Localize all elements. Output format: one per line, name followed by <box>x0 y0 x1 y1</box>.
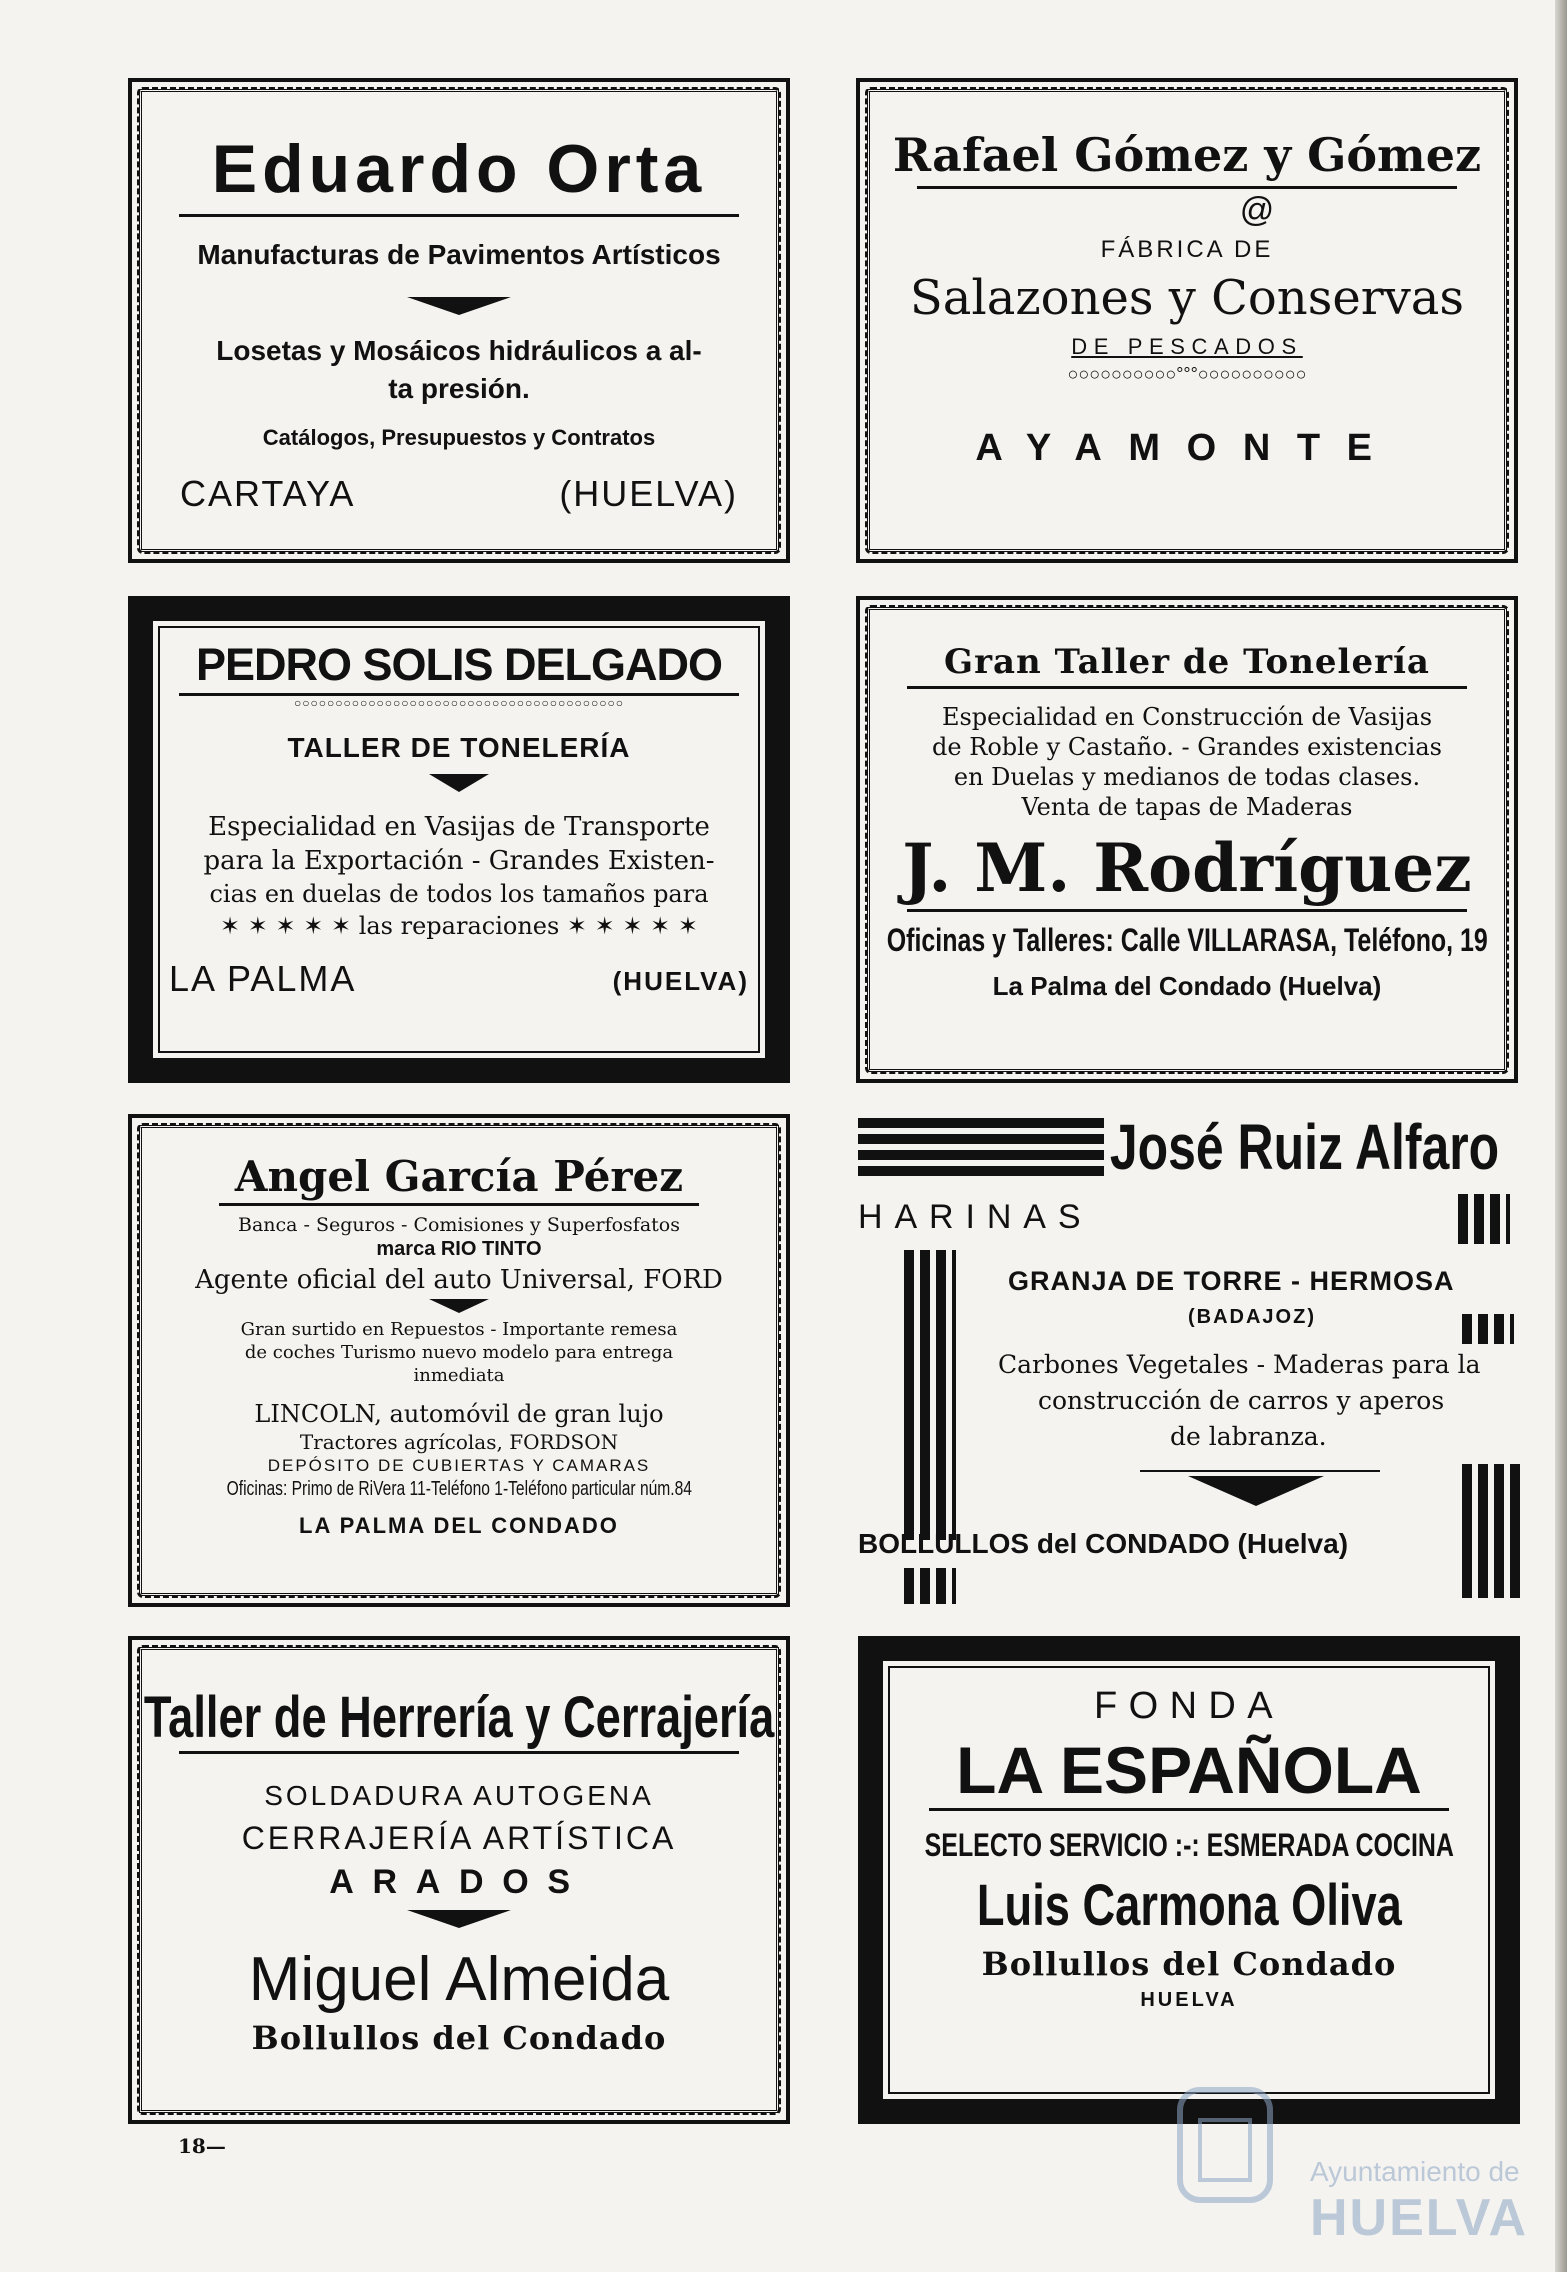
ornament <box>429 774 489 792</box>
decorative-bars <box>1462 1314 1514 1344</box>
ad-line: Oficinas y Talleres: Calle VILLARASA, Teléfono, 19 <box>886 922 1488 958</box>
ad-body: construcción de carros y aperos <box>1038 1386 1445 1415</box>
ad-body: de coches Turismo nuevo modelo para entrega <box>244 1342 674 1363</box>
ad-line: Manufacturas de Pavimentos Artísticos <box>197 239 721 270</box>
ad-body: Agente oficial del auto Universal, FORD <box>195 1265 723 1295</box>
town: BOLLULLOS del CONDADO (Huelva) <box>858 1528 1349 1559</box>
advertiser-name: Rafael Gómez y Gómez <box>892 128 1482 182</box>
ad-body: Tractores agrícolas, FORDSON <box>299 1430 619 1454</box>
watermark-logo <box>1160 2070 1529 2248</box>
advertiser-name: Luis Carmona Oliva <box>976 1873 1402 1938</box>
town: Bollullos del Condado <box>981 1945 1397 1983</box>
town: La Palma del Condado (Huelva) <box>992 971 1382 1001</box>
decorative-bars <box>904 1250 956 1540</box>
ad-body: Especialidad en Construcción de Vasijas <box>941 703 1433 731</box>
ad-line: SOLDADURA AUTOGENA <box>264 1780 654 1811</box>
ad-line: ta presión. <box>388 373 530 404</box>
ornament <box>429 1299 489 1313</box>
watermark-line1: Ayuntamiento de <box>1310 2156 1520 2187</box>
ornament-swirl: @ <box>1239 191 1275 229</box>
ad-line: Catálogos, Presupuestos y Contratos <box>262 425 656 450</box>
town: CARTAYA <box>180 473 356 514</box>
ad-line: DE PESCADOS <box>1071 334 1303 359</box>
advertiser-name: Angel García Pérez <box>234 1152 684 1201</box>
ad-line: ARADOS <box>329 1863 589 1901</box>
ad-jm-rodriguez <box>856 596 1518 1083</box>
ad-body: inmediata <box>413 1365 505 1386</box>
province: (HUELVA) <box>559 473 738 514</box>
ornament: ○○○○○○○○○○°°°○○○○○○○○○○ <box>1067 364 1307 384</box>
ad-line: TALLER DE TONELERÍA <box>287 732 631 763</box>
ad-body: Carbones Vegetales - Maderas para la <box>998 1350 1481 1379</box>
ornament <box>407 297 511 315</box>
watermark-line2: HUELVA <box>1310 2189 1529 2247</box>
advertiser-name: José Ruiz Alfaro <box>1110 1111 1500 1183</box>
ad-body: DEPÓSITO DE CUBIERTAS Y CAMARAS <box>267 1456 651 1475</box>
ad-angel-garcia <box>128 1114 790 1607</box>
advertiser-name: PEDRO SOLIS DELGADO <box>195 639 723 690</box>
town: LA PALMA DEL CONDADO <box>299 1513 619 1538</box>
ad-line: SELECTO SERVICIO :-: ESMERADA COCINA <box>924 1827 1454 1863</box>
ad-rafael-gomez <box>856 78 1518 563</box>
product: HARINAS <box>858 1198 1093 1236</box>
ad-body: para la Exportación - Grandes Existen- <box>203 846 715 876</box>
ad-line: (BADAJOZ) <box>1188 1306 1316 1328</box>
ad-body: de Roble y Castaño. - Grandes existencias <box>932 733 1442 761</box>
ad-body: Venta de tapas de Maderas <box>1021 793 1353 821</box>
province: (HUELVA) <box>612 966 749 996</box>
scan-edge <box>1555 0 1567 2272</box>
decorative-bars <box>1462 1464 1520 1598</box>
ad-line: FÁBRICA DE <box>1100 236 1274 263</box>
advertiser-name: J. M. Rodríguez <box>902 829 1472 907</box>
ad-line: CERRAJERÍA ARTÍSTICA <box>241 1820 677 1856</box>
town: AYAMONTE <box>975 427 1399 469</box>
page-number: 18— <box>178 2134 226 2158</box>
ad-body: LINCOLN, automóvil de gran lujo <box>254 1400 664 1428</box>
advertiser-name: Eduardo Orta <box>211 131 707 207</box>
ad-body: en Duelas y medianos de todas clases. <box>953 763 1421 791</box>
ad-miguel-almeida <box>128 1636 790 2124</box>
ad-pedro-solis <box>128 596 790 1083</box>
decorative-bars <box>904 1568 956 1604</box>
ad-fonda-la-espanola <box>858 1636 1520 2124</box>
ad-body: ✶ ✶ ✶ ✶ ✶ las reparaciones ✶ ✶ ✶ ✶ ✶ <box>220 912 698 940</box>
ornament <box>407 1910 511 1928</box>
ad-body: Gran surtido en Repuestos - Importante remesa <box>240 1319 678 1340</box>
ad-body: Oficinas: Primo de RiVera 11-Teléfono 1-Teléfono particular núm.84 <box>226 1478 692 1500</box>
decorative-bars <box>1458 1194 1510 1244</box>
ad-body: cias en duelas de todos los tamaños para <box>209 880 709 908</box>
ornament: ○○○○○○○○○○○○○○○○○○○○○○○○○○○○○○○○○○○○○○○○ <box>294 696 624 710</box>
ad-line: FONDA <box>1094 1685 1284 1727</box>
ad-body: Especialidad en Vasijas de Transporte <box>208 812 710 842</box>
advertiser-name: Miguel Almeida <box>248 1945 670 2014</box>
ad-body: de labranza. <box>1170 1422 1327 1451</box>
ornament <box>1188 1476 1324 1506</box>
ad-title: LA ESPAÑOLA <box>956 1733 1422 1807</box>
ad-body: Banca - Seguros - Comisiones y Superfosfatos <box>238 1214 680 1236</box>
ad-title: Taller de Herrería y Cerrajería <box>143 1685 775 1750</box>
ad-line: GRANJA DE TORRE - HERMOSA <box>1008 1266 1455 1296</box>
ad-body: marca RIO TINTO <box>376 1238 542 1260</box>
ad-line: Salazones y Conservas <box>909 270 1465 326</box>
town: LA PALMA <box>169 958 357 999</box>
town: Bollullos del Condado <box>251 2019 667 2057</box>
province: HUELVA <box>1140 1989 1238 2011</box>
decorative-bars <box>858 1118 1104 1176</box>
ad-jose-ruiz-alfaro <box>858 1110 1520 1608</box>
ad-title: Gran Taller de Tonelería <box>944 642 1430 682</box>
ad-line: Losetas y Mosáicos hidráulicos a al- <box>216 335 702 366</box>
ad-eduardo-orta <box>128 78 790 563</box>
